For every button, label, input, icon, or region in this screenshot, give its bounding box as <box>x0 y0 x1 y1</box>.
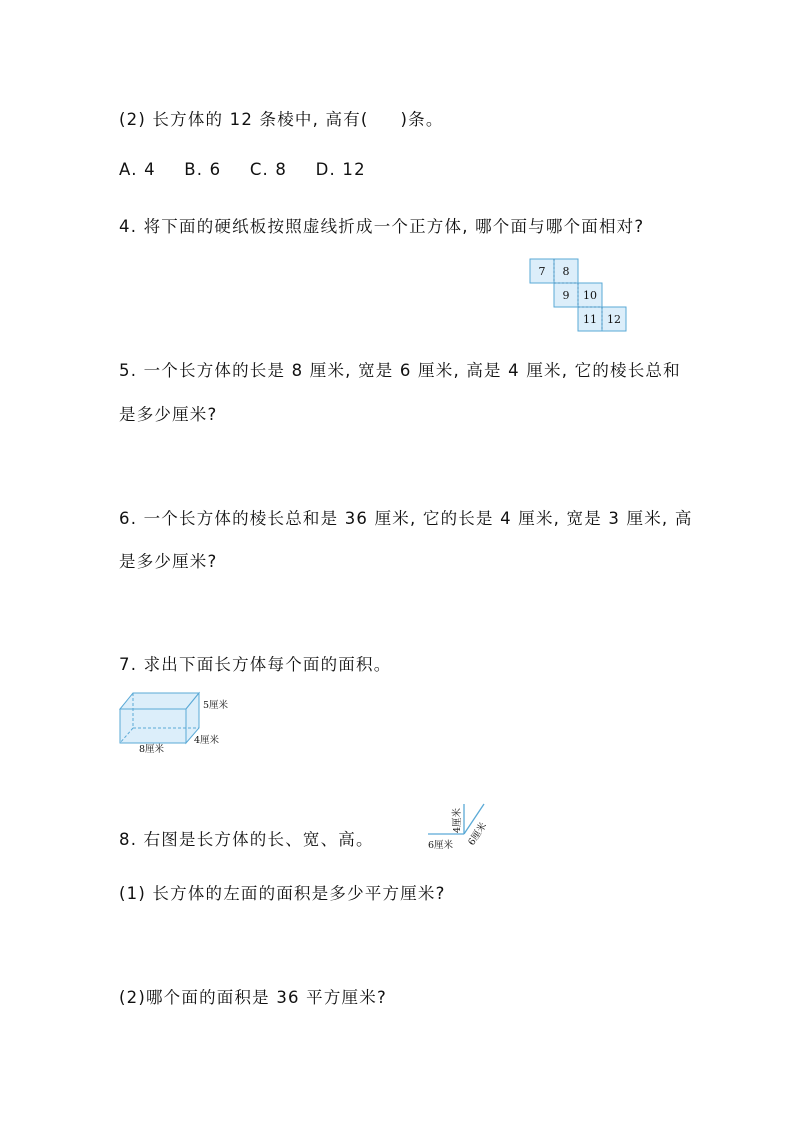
q8-height-label: 4厘米 <box>452 807 463 833</box>
q8-length-label: 6厘米 <box>428 840 454 851</box>
face-label-10: 10 <box>583 289 597 302</box>
question-4-text: 4. 将下面的硬纸板按照虚线折成一个正方体, 哪个面与哪个面相对? <box>119 217 645 236</box>
question-8-sub-1: (1) 长方体的左面的面积是多少平方厘米? <box>119 884 446 903</box>
option-b[interactable]: B. 6 <box>184 160 222 179</box>
question-8-text: 8. 右图是长方体的长、宽、高。 <box>119 830 374 849</box>
question-5-line-2: 是多少厘米? <box>119 405 218 424</box>
face-label-12: 12 <box>607 313 621 326</box>
question-3-2-stem: (2) 长方体的 12 条棱中, 高有( )条。 <box>119 110 444 129</box>
question-3-2-options <box>119 160 388 179</box>
face-label-11: 11 <box>583 313 597 326</box>
q8-width-label: 6厘米 <box>466 820 490 848</box>
face-label-8: 8 <box>562 265 570 278</box>
face-label-9: 9 <box>562 289 570 302</box>
dimensions-figure <box>420 800 505 855</box>
question-6-line-1: 6. 一个长方体的棱长总和是 36 厘米, 它的长是 4 厘米, 宽是 3 厘米, 高 <box>119 509 693 528</box>
option-a[interactable]: A. 4 <box>119 160 156 179</box>
face-label-7: 7 <box>538 265 546 278</box>
option-d[interactable]: D. 12 <box>315 160 366 179</box>
question-8-sub-2: (2)哪个面的面积是 36 平方厘米? <box>119 988 387 1007</box>
cuboid-figure <box>115 688 240 754</box>
cube-net-figure <box>527 256 629 334</box>
option-c[interactable]: C. 8 <box>249 160 288 179</box>
question-7-text: 7. 求出下面长方体每个面的面积。 <box>119 655 392 674</box>
question-6-line-2: 是多少厘米? <box>119 552 218 571</box>
width-label: 4厘米 <box>194 735 220 746</box>
question-5-line-1: 5. 一个长方体的长是 8 厘米, 宽是 6 厘米, 高是 4 厘米, 它的棱长总和 <box>119 361 681 380</box>
length-label: 8厘米 <box>139 744 165 754</box>
height-label: 5厘米 <box>203 700 229 711</box>
